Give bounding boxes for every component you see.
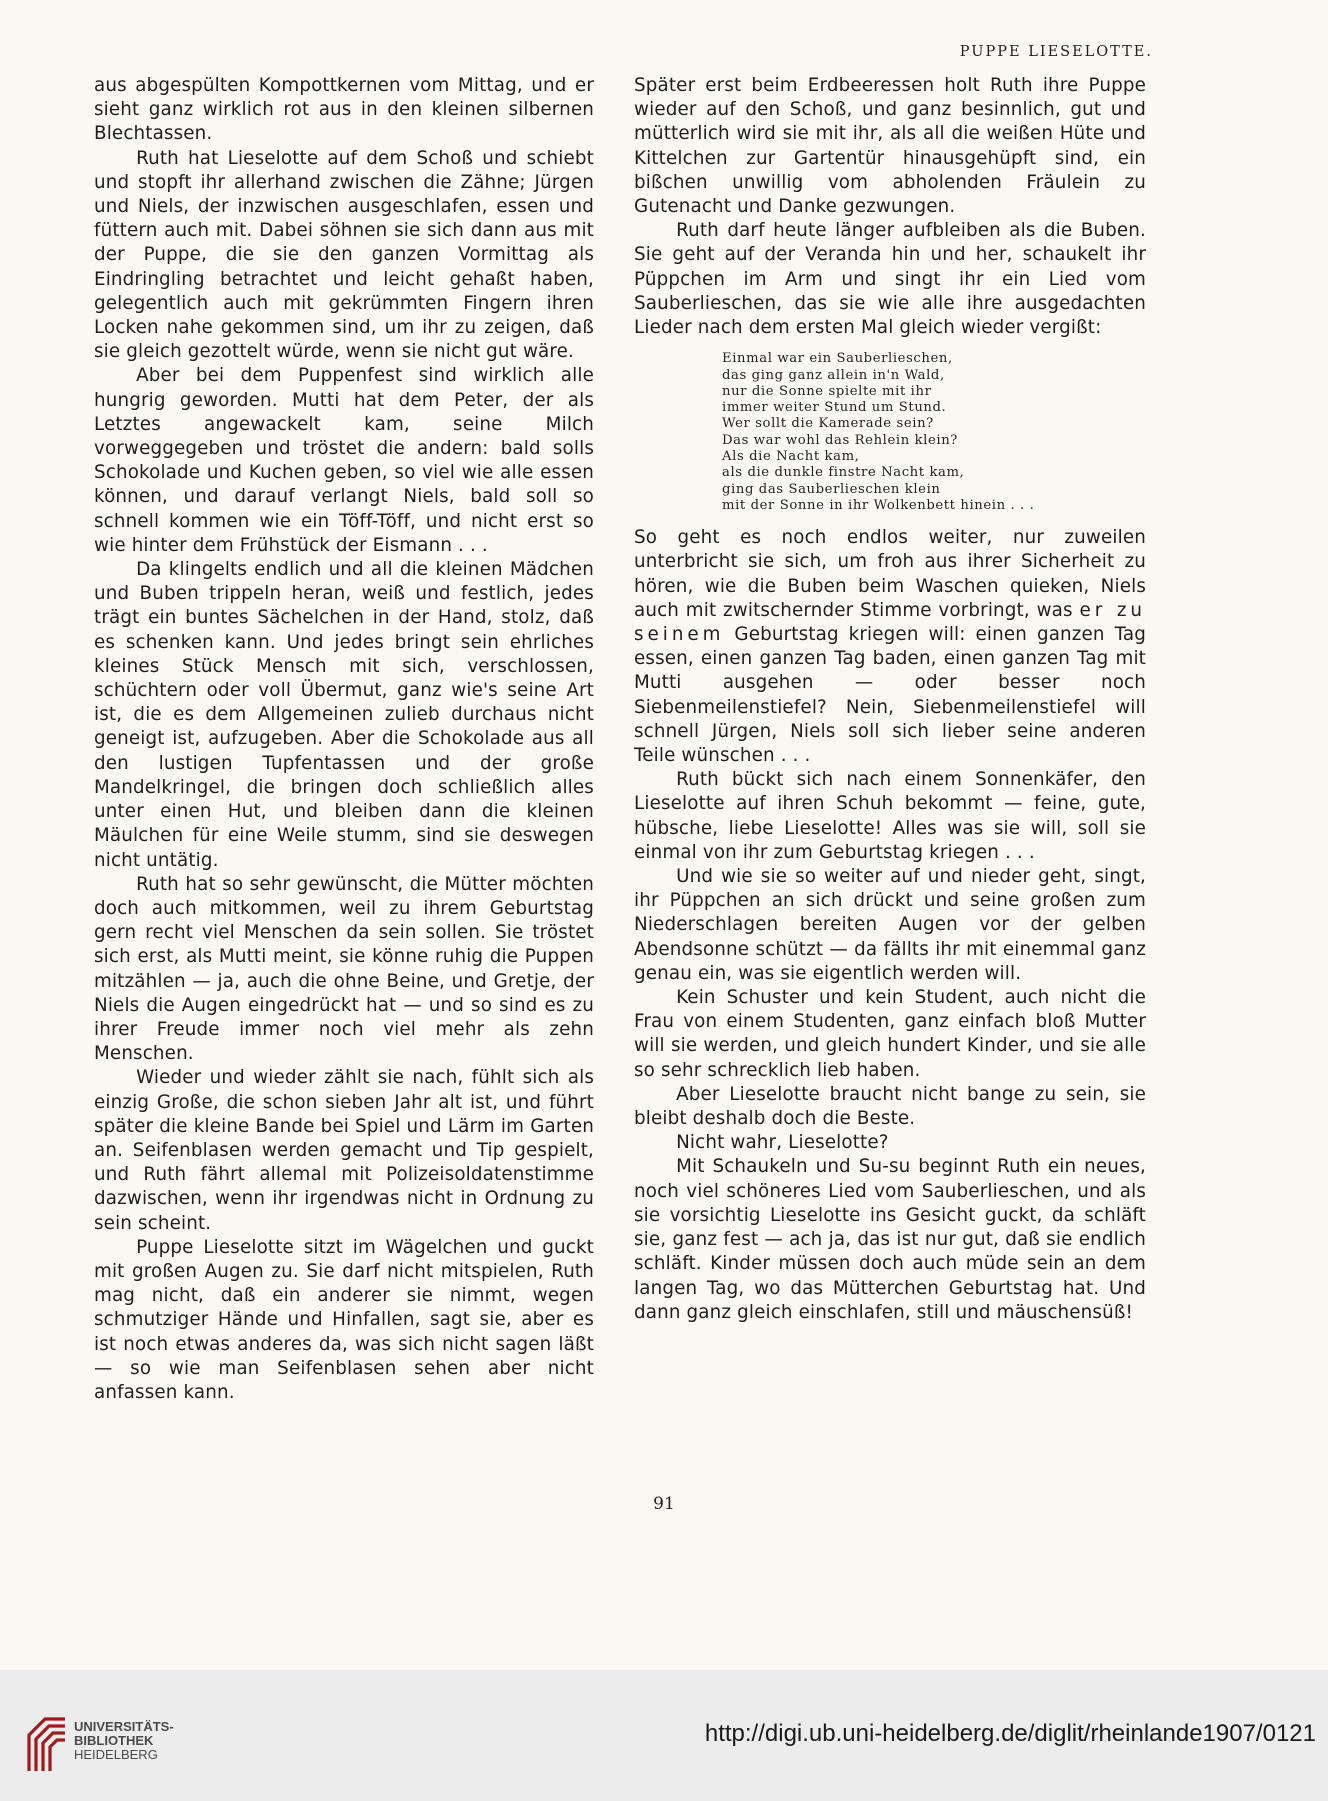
footer-bar: [0, 1670, 1328, 1801]
running-title: PUPPE LIESELOTTE.: [959, 44, 1153, 60]
permalink-url[interactable]: http://digi.ub.uni-heidelberg.de/diglit/rheinlande1907/0121: [704, 1720, 1316, 1747]
paragraph: Puppe Lieselotte sitzt im Wägelchen und guckt mit großen Augen zu. Sie darf nicht mitspielen, Ruth mag nicht, daß ein anderer sie nimmt, wegen schmutziger Hände und Hinfallen, sagt sie, aber es ist noch etwas anderes da, was sich nicht sagen läßt — so wie man Seifenblasen sehen aber nicht anfassen kann.: [94, 1236, 594, 1403]
poem-line: immer weiter Stund um Stund.: [722, 400, 947, 416]
paragraph: Ruth darf heute länger aufbleiben als die Buben. Sie geht auf der Veranda hin und her, schaukelt ihr Püppchen im Arm und singt ihr ein Lied vom Sauberlieschen, das sie wie alle ihre ausgedachten Lieder nach dem ersten Mal gleich wieder vergißt:: [634, 220, 1146, 339]
poem-line: Als die Nacht kam,: [722, 449, 860, 465]
poem: [722, 351, 1146, 514]
library-name-line: BIBLIOTHEK: [74, 1733, 154, 1748]
poem-line: Einmal war ein Sauberlieschen,: [722, 351, 953, 367]
paragraph: Kein Schuster und kein Student, auch nicht die Frau von einem Studenten, ganz einfach bloß Mutter will sie werden, und gleich hundert Kinder, und sie alle so sehr schrecklich lieb haben.: [634, 987, 1146, 1081]
paragraph-text: So geht es noch endlos weiter, nur zuweilen unterbricht sie sich, um froh aus ihrer Sicherheit zu hören, wie die Buben beim Waschen quieken, Niels auch mit zwitschernder Stimme vorbringt, was: [634, 527, 1146, 621]
paragraph: Später erst beim Erdbeeressen holt Ruth ihre Puppe wieder auf den Schoß, und ganz besinnlich, gut und mütterlich wird sie mit ihr, als all die weißen Hüte und Kittelchen zur Gartentür hinausgehüpft sind, ein bißchen unwillig vom abholenden Fräulein zu Gutenacht und Danke gezwungen.: [634, 75, 1146, 218]
library-logo-graphic: [25, 1715, 69, 1773]
paragraph: Wieder und wieder zählt sie nach, fühlt sich als einzig Große, die schon sieben Jahr alt ist, und führt später die kleine Bande bei Spiel und Lärm im Garten an. Seifenblasen werden gemacht und Tip gespielt, und Ruth fährt allemal mit Polizeisoldatenstimme dazwischen, wenn ihr irgendwas nicht in Ordnung zu sein scheint.: [94, 1067, 594, 1234]
library-name-line: HEIDELBERG: [74, 1747, 158, 1762]
library-logo-icon[interactable]: [25, 1715, 69, 1777]
paragraph: Da klingelts endlich und all die kleinen Mädchen und Buben trippeln heran, weiß und festlich, jedes trägt ein buntes Sächelchen in der Hand, stolz, daß es schenken kann. Und jedes bringt sein ehrliches kleines Stück Mensch mit sich, verschlossen, schüchtern oder voll Übermut, ganz wie's seine Art ist, die es dem Allgemeinen zulieb durchaus nicht geneigt ist, aufzugeben. Aber die Schokolade aus all den lustigen Tupfentassen und der große Mandelkringel, die bringen doch schließlich alles unter einen Hut, und bleiben dann die kleinen Mäulchen für eine Weile stumm, sind sie deswegen nicht untätig.: [94, 559, 594, 871]
paragraph-text: Geburtstag kriegen will: einen ganzen Tag essen, einen ganzen Tag baden, einen ganzen Tag mit Mutti ausgehen — oder besser noch Siebenmeilenstiefel? Nein, Siebenmeilenstiefel will schnell Jürgen, Niels soll sich lieber seine anderen Teile wünschen . . .: [634, 624, 1146, 767]
paragraph: Ruth hat Lieselotte auf dem Schoß und schiebt und stopft ihr allerhand zwischen die Zähne; Jürgen und Niels, der inzwischen ausgeschlafen, essen und füttern auch mit. Dabei söhnen sie sich dann aus mit der Puppe, die sie den ganzen Vormittag als Eindringling betrachtet und leicht gehaßt haben, gelegentlich auch mit gekrümmten Fingern ihren Locken nahe gekommen sind, um ihr zu zeigen, daß sie gleich gezottelt würde, wenn sie nicht gut wäre.: [94, 147, 594, 363]
paragraph: Aber bei dem Puppenfest sind wirklich alle hungrig geworden. Mutti hat dem Peter, der als Letztes angewackelt kam, seine Milch vorweggegeben und tröstet die andern: bald solls Schokolade und Kuchen geben, so viel wie alle essen können, und darauf verlangt Niels, bald soll so schnell kommen wie ein Töff-Töff, und nicht erst so wie hinter dem Frühstück der Eismann . . .: [94, 365, 594, 556]
paragraph: Nicht wahr, Lieselotte?: [676, 1132, 889, 1154]
paragraph: Ruth bückt sich nach einem Sonnenkäfer, den Lieselotte auf ihren Schuh bekommt — feine, gute, hübsche, liebe Lieselotte! Alles was sie will, soll sie einmal von ihr zum Geburtstag kriegen . . .: [634, 769, 1146, 863]
poem-line: Das war wohl das Rehlein klein?: [722, 432, 958, 448]
poem-line: nur die Sonne spielte mit ihr: [722, 383, 932, 399]
paragraph: Und wie sie so weiter auf und nieder geht, singt, ihr Püppchen an sich drückt und seine großen zum Niederschlagen bereiten Augen vor der gelben Abendsonne schützt — da fällts ihr mit einemmal ganz genau ein, was sie eigentlich werden will.: [634, 866, 1146, 984]
poem-line: als die dunkle finstre Nacht kam,: [722, 465, 965, 481]
poem-line: das ging ganz allein in'n Wald,: [722, 367, 945, 383]
paragraph: Aber Lieselotte braucht nicht bange zu sein, sie bleibt deshalb doch die Beste.: [634, 1083, 1146, 1130]
paragraph: Ruth hat so sehr gewünscht, die Mütter möchten doch auch mitkommen, weil zu ihrem Geburtstag gern recht viel Menschen da sein sollen. Sie tröstet sich erst, als Mutti meint, sie könne ruhig die Puppen mitzählen — ja, auch die ohne Beine, und Gretje, der Niels die Augen eingedrückt hat — und so sind es zu ihrer Freude immer noch viel mehr als zehn Menschen.: [94, 873, 594, 1065]
paragraph: [634, 526, 1146, 768]
poem-line: Wer sollt die Kamerade sein?: [722, 416, 934, 432]
paragraph: aus abgespülten Kompottkernen vom Mittag, und er sieht ganz wirklich rot aus in den kleinen silbernen Blechtassen.: [94, 75, 594, 145]
poem-line: mit der Sonne in ihr Wolkenbett hinein . . .: [722, 497, 1035, 513]
paragraph: Mit Schaukeln und Su-su beginnt Ruth ein neues, noch viel schöneres Lied vom Sauberlieschen, und als sie vorsichtig Lieselotte ins Gesicht guckt, da schläft sie, ganz fest — ach ja, das ist nur gut, daß sie endlich schläft. Kinder müssen doch auch müde sein an dem langen Tag, wo das Mütterchen Geburtstag hat. Und dann ganz gleich einschlafen, still und mäuschensüß!: [634, 1156, 1146, 1323]
right-column: [634, 74, 1146, 1325]
left-column: [94, 74, 594, 1405]
page-number: 91: [653, 1494, 675, 1514]
spaced-emphasis: er zu seinem: [634, 599, 1146, 646]
library-name-line: UNIVERSITÄTS-: [74, 1719, 174, 1734]
library-name[interactable]: [74, 1720, 174, 1762]
poem-line: ging das Sauberlieschen klein: [722, 481, 941, 497]
